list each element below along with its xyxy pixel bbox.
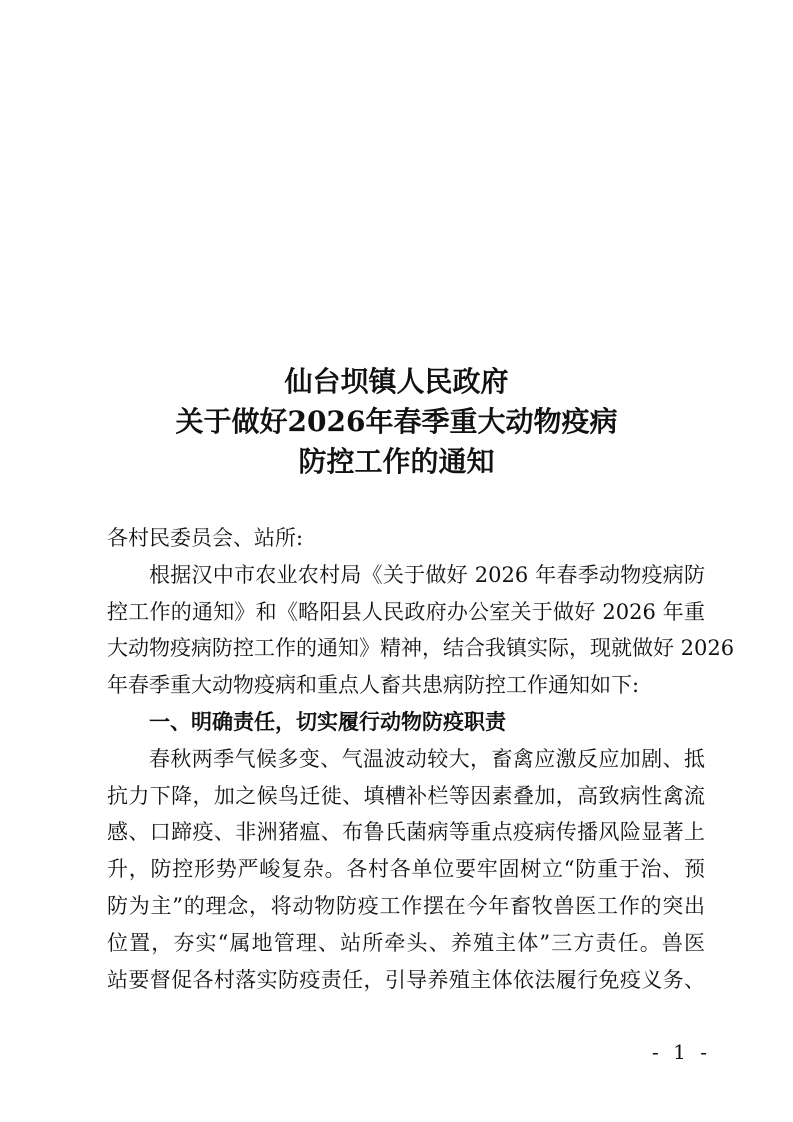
paragraph-line: 大动物疫病防控工作的通知》精神，结合我镇实际，现就做好 2026 — [107, 636, 735, 661]
paragraph-line: 根据汉中市农业农村局《关于做好 2026 年春季动物疫病防 — [149, 562, 705, 587]
document-title — [0, 362, 793, 482]
paragraph-line: 位置，夯实“属地管理、站所牵头、养殖主体”三方责任。兽医 — [107, 930, 705, 955]
paragraph-line: 抗力下降，加之候鸟迁徙、填槽补栏等因素叠加，高致病性禽流 — [107, 783, 705, 808]
paragraph-line: 感、口蹄疫、非洲猪瘟、布鲁氏菌病等重点疫病传播风险显著上 — [107, 820, 705, 845]
paragraph-line: 春秋两季气候多变、气温波动较大，畜禽应激反应加剧、抵 — [149, 746, 705, 771]
section-heading: 一、明确责任，切实履行动物防疫职责 — [149, 709, 506, 734]
paragraph-line: 站要督促各村落实防疫责任，引导养殖主体依法履行免疫义务、 — [107, 967, 705, 992]
title-line: 仙台坝镇人民政府 — [284, 365, 509, 398]
paragraph-line: 防为主”的理念，将动物防疫工作摆在今年畜牧兽医工作的突出 — [107, 893, 705, 918]
title-line: 防控工作的通知 — [298, 445, 495, 478]
title-line: 关于做好2026年春季重大动物疫病 — [175, 405, 618, 438]
page-number: - 1 - — [652, 1040, 711, 1064]
salutation: 各村民委员会、站所: — [107, 526, 304, 550]
document-body — [107, 520, 735, 998]
paragraph-line: 控工作的通知》和《略阳县人民政府办公室关于做好 2026 年重 — [107, 599, 705, 624]
paragraph-line: 年春季重大动物疫病和重点人畜共患病防控工作通知如下: — [107, 673, 640, 698]
paragraph-line: 升，防控形势严峻复杂。各村各单位要牢固树立“防重于治、预 — [107, 857, 705, 882]
